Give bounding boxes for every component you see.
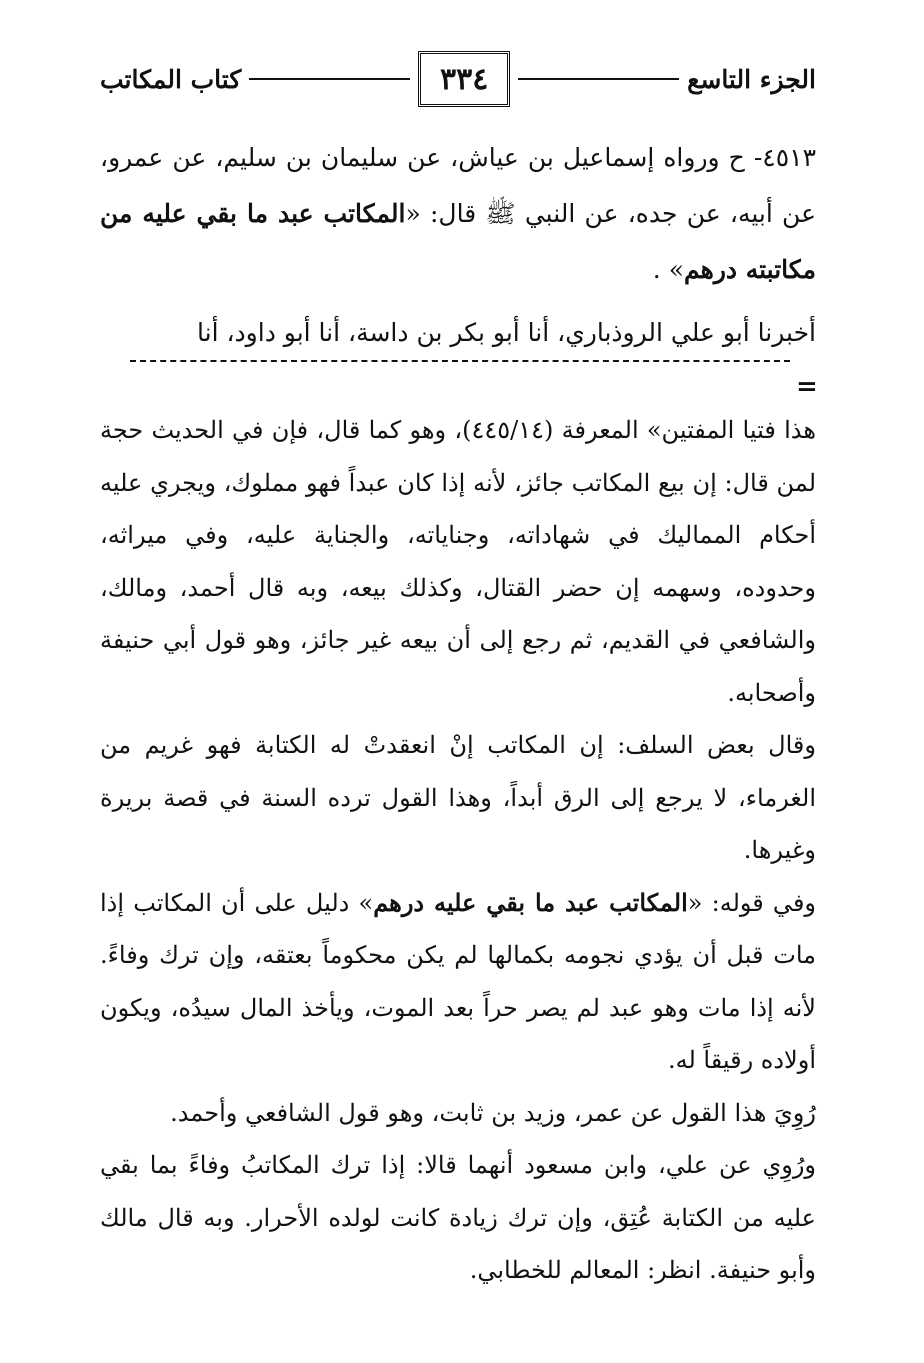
volume-title: الجزء التاسع: [687, 64, 816, 94]
commentary-paragraph-1: هذا فتيا المفتين» المعرفة (٤٤٥/١٤)، وهو كما قال، فإن في الحديث حجة لمن قال: إن بيع المكاتب جائز، لأنه إذا كان عبداً فهو مملوك، ويجري عليه أحكام المماليك في شهاداته، وجناياته، والجناية عليه، وفي ميراثه، وحدوده، وسهمه إن حضر القتال، وكذلك بيعه، وبه قال أحمد، ومالك، والشافعي في القديم، ثم رجع إلى أن بيعه غير جائز، وهو قول أبي حنيفة وأصحابه.: [100, 416, 817, 707]
commentary-paragraph-5: ورُوِي عن علي، وابن مسعود أنهما قالا: إذا ترك المكاتبُ وفاءً بما بقي عليه من الكتابة عُتِق، وإن ترك زيادة كانت لولده الأحرار. وبه قال مالك وأبو حنيفة. انظر: المعالم للخطابي.: [100, 1151, 816, 1284]
footnote-separator: [130, 360, 790, 362]
header-rule-left: [249, 78, 410, 80]
p3-start: وفي قوله: «: [687, 888, 817, 917]
header-rule-right: [518, 78, 679, 80]
commentary: [100, 404, 816, 1297]
continuation-marker: =: [796, 372, 818, 402]
page-header: [100, 48, 816, 110]
p3-quote: المكاتب عبد ما بقي عليه درهم: [373, 887, 688, 917]
hadith-matn: المكاتب عبد ما بقي عليه من مكاتبته درهم: [100, 199, 816, 284]
commentary-paragraph-3: [100, 877, 816, 1087]
hadith-number: ٤٥١٣: [762, 143, 816, 172]
isnad-line: أخبرنا أبو علي الروذباري، أنا أبو بكر بن داسة، أنا أبو داود، أنا: [197, 318, 816, 347]
page-number: ٣٣٤: [418, 51, 510, 107]
commentary-paragraph-2: وقال بعض السلف: إن المكاتب إنْ انعقدتْ له الكتابة فهو غريم من الغرماء، لا يرجع إلى الرق أبداً، وهذا القول ترده السنة في قصة بريرة وغيرها.: [100, 731, 816, 864]
chapter-title: كتاب المكاتب: [100, 64, 242, 94]
hadith-text: [100, 130, 816, 298]
hadith-chain: - ح ورواه إسماعيل بن عياش، عن سليمان بن سليم، عن عمرو، عن أبيه، عن جده، عن النبي ﷺ قال: «: [100, 143, 816, 228]
commentary-paragraph-4: رُوِيَ هذا القول عن عمر، وزيد بن ثابت، وهو قول الشافعي وأحمد.: [170, 1098, 816, 1127]
hadith-end: » .: [652, 255, 684, 284]
p3-end: » دليل على أن المكاتب إذا مات قبل أن يؤدي نجومه بكمالها لم يكن محكوماً بعتقه، وإن ترك وفاءً. لأنه إذا مات وهو عبد لم يصر حراً بعد الموت، ويأخذ المال سيدُه، ويكون أولاده رقيقاً له.: [100, 888, 816, 1074]
